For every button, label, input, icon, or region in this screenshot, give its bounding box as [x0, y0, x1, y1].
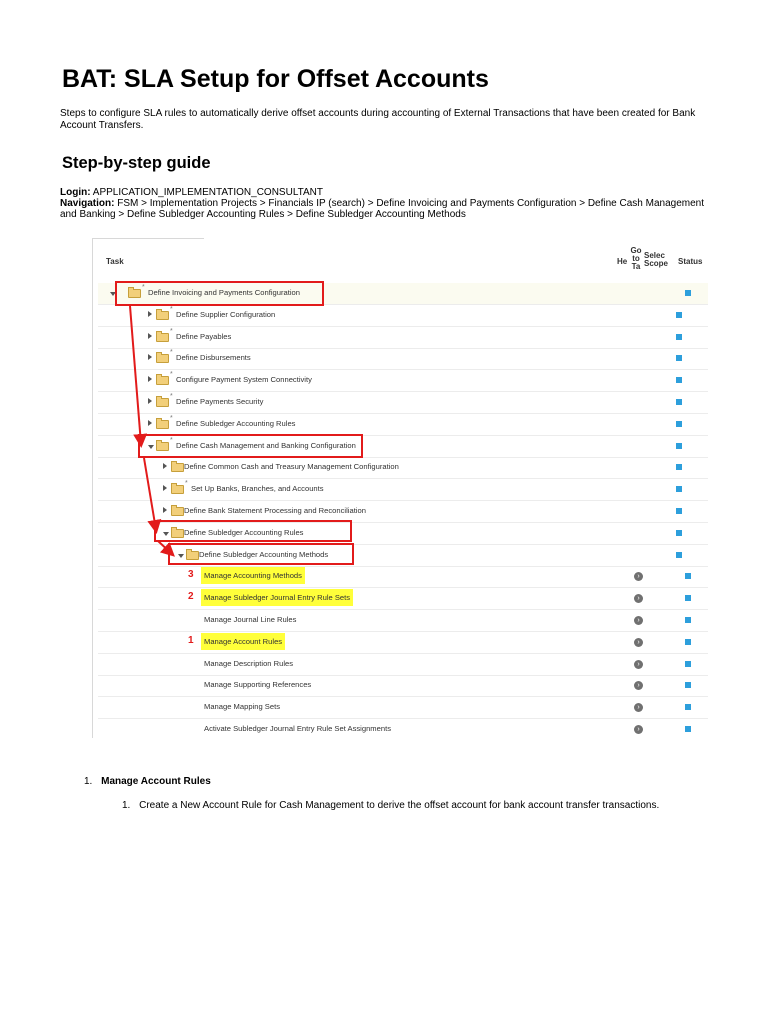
column-status: Status [678, 257, 703, 266]
required-asterisk-icon: * [170, 414, 173, 422]
annotation-arrow-1 [130, 306, 141, 444]
task-label[interactable]: Define Payments Security [176, 397, 264, 406]
task-label[interactable]: Manage Subledger Journal Entry Rule Sets [201, 589, 353, 606]
navigation-path: FSM > Implementation Projects > Financials IP (search) > Define Invoicing and Payments Configuration > Define Cash Management and Banking > Define Subledger Accounting Rules > Define Subledger Accounting Methods [60, 198, 705, 220]
required-asterisk-icon: * [185, 480, 188, 488]
column-go-to-task-line2: to [632, 254, 640, 263]
login-navigation-block [60, 187, 720, 220]
step-number-annotation: 2 [188, 591, 194, 603]
annotation-arrows [92, 238, 708, 738]
annotation-arrow-2 [144, 458, 156, 530]
step-text: Manage Account Rules [101, 776, 211, 787]
column-select-scope-line2: Scope [644, 259, 669, 268]
substep-number: 1. [122, 800, 131, 811]
task-label[interactable]: Define Cash Management and Banking Configuration [176, 440, 356, 450]
task-label[interactable]: Manage Account Rules [201, 633, 285, 650]
column-go-to-task-line1: Go [630, 247, 642, 255]
step-number-annotation: 1 [188, 634, 194, 646]
go-to-task-icon[interactable]: › [634, 660, 643, 669]
required-asterisk-icon: * [170, 327, 173, 335]
step-number: 1. [84, 776, 93, 787]
required-asterisk-icon: * [170, 436, 173, 444]
step-item [84, 776, 211, 788]
required-asterisk-icon: * [170, 393, 173, 400]
go-to-task-icon[interactable]: › [634, 572, 643, 581]
required-asterisk-icon: * [170, 305, 173, 313]
column-help: He [617, 257, 628, 266]
go-to-task-icon[interactable]: › [634, 681, 643, 690]
go-to-task-icon[interactable]: › [634, 725, 643, 734]
task-label[interactable]: Define Payables [176, 331, 232, 341]
task-label[interactable]: Manage Accounting Methods [201, 567, 305, 584]
login-label: Login: [60, 187, 91, 198]
go-to-task-icon[interactable]: › [634, 703, 643, 712]
task-label[interactable]: Manage Journal Line Rules [204, 615, 297, 624]
intro-paragraph: Steps to configure SLA rules to automatically derive offset accounts during accounting of External Transactions that have been created for Bank Account Transfers. [60, 108, 696, 131]
task-label[interactable]: Manage Mapping Sets [204, 702, 280, 712]
go-to-task-icon[interactable]: › [634, 616, 643, 625]
task-label[interactable]: Manage Description Rules [204, 658, 294, 668]
task-label[interactable]: Set Up Banks, Branches, and Accounts [191, 484, 324, 494]
annotation-arrow-3 [158, 541, 172, 554]
go-to-task-icon[interactable]: › [634, 594, 643, 603]
column-select-scope-line1: Selec [644, 252, 665, 260]
task-label[interactable]: Define Subledger Accounting Methods [199, 549, 329, 559]
task-label[interactable]: Configure Payment System Connectivity [176, 375, 312, 385]
task-label[interactable]: Define Subledger Accounting Rules [176, 418, 296, 428]
substep-item [122, 800, 659, 812]
task-label[interactable]: Define Subledger Accounting Rules [184, 527, 304, 537]
column-task: Task [106, 257, 124, 266]
login-value: APPLICATION_IMPLEMENTATION_CONSULTANT [92, 187, 324, 198]
task-label[interactable]: Define Supplier Configuration [176, 309, 276, 319]
required-asterisk-icon: * [170, 349, 173, 357]
setup-task-screenshot [92, 238, 708, 738]
go-to-task-icon[interactable]: › [634, 638, 643, 647]
page-title: BAT: SLA Setup for Offset Accounts [62, 65, 489, 93]
task-label[interactable]: Activate Subledger Journal Entry Rule Set Assignments [204, 724, 391, 733]
task-label[interactable]: Define Bank Statement Processing and Reconciliation [184, 506, 366, 515]
required-asterisk-icon: * [170, 371, 173, 379]
required-asterisk-icon: * [142, 284, 145, 291]
task-label[interactable]: Define Common Cash and Treasury Management Configuration [184, 462, 399, 472]
step-number-annotation: 3 [188, 569, 194, 581]
substep-text: Create a New Account Rule for Cash Management to derive the offset account for bank account transfer transactions. [139, 800, 660, 811]
navigation-label: Navigation: [60, 198, 115, 209]
task-label[interactable]: Define Invoicing and Payments Configuration [148, 288, 300, 297]
task-label[interactable]: Manage Supporting References [204, 680, 312, 690]
section-heading: Step-by-step guide [62, 154, 211, 172]
column-go-to-task-line3: Ta [631, 262, 641, 271]
task-label[interactable]: Define Disbursements [176, 353, 251, 363]
